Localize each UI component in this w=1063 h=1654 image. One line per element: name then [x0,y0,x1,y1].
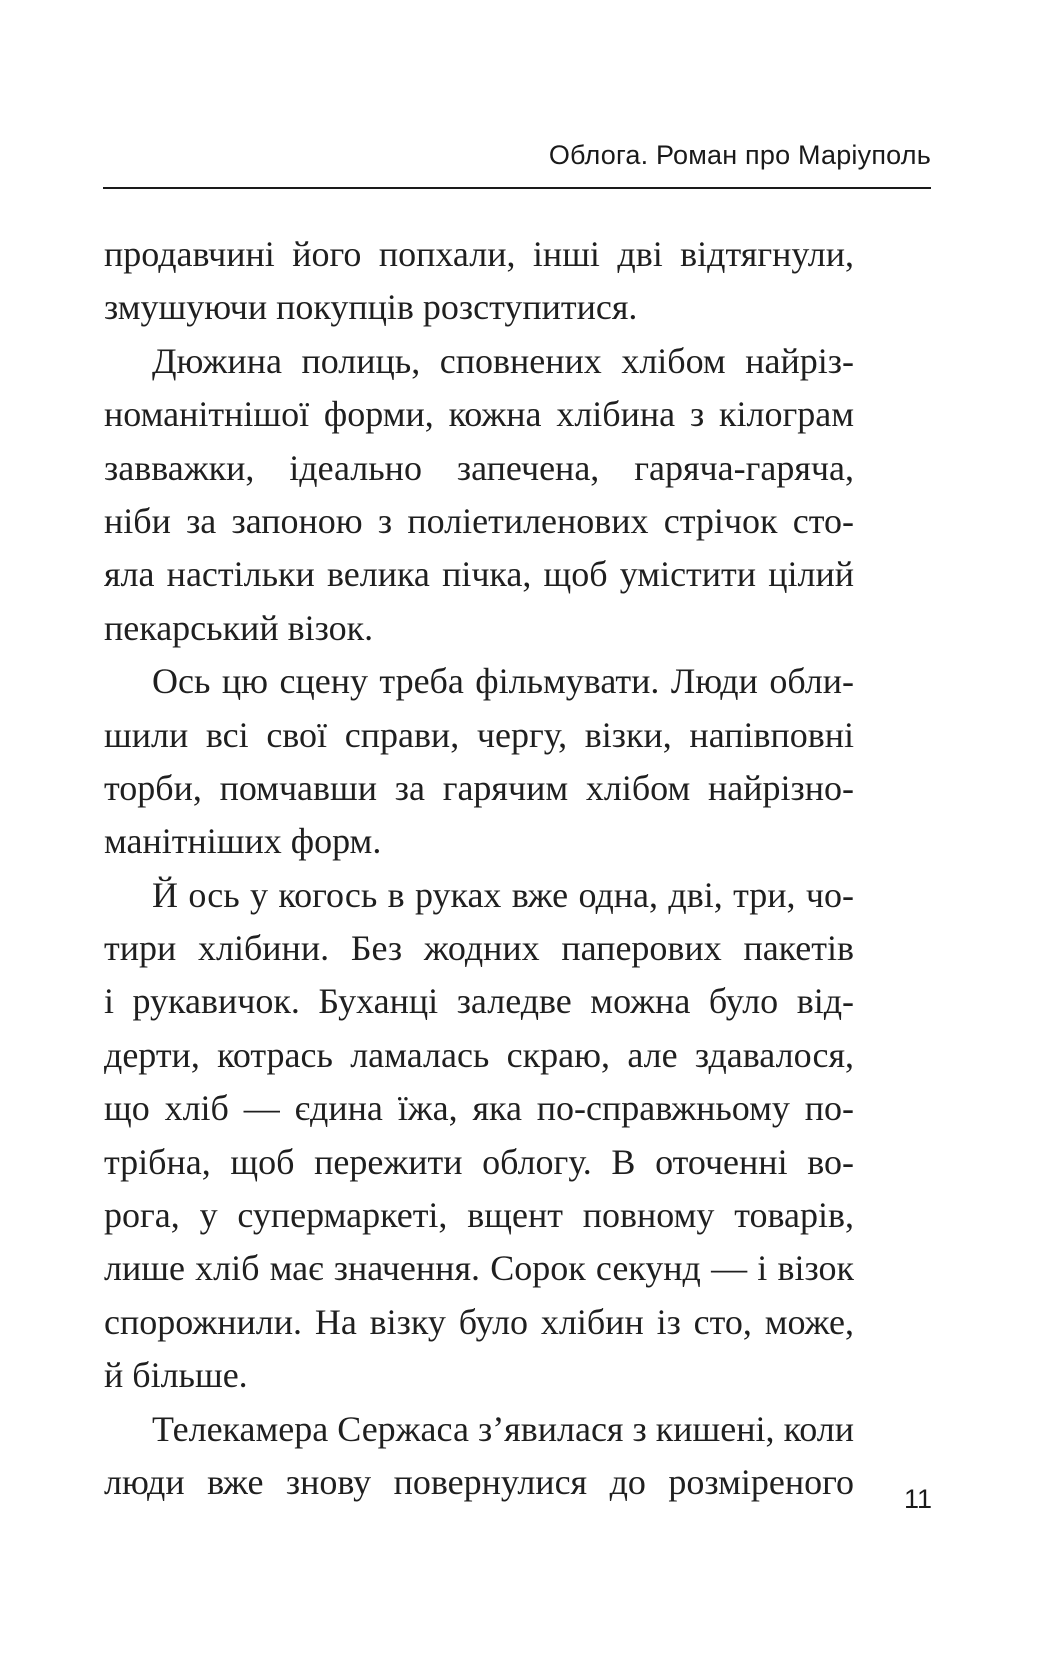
text-line: продавчині його попхали, інші дві відтягнули, [104,234,854,274]
text-line: Дюжина полиць, сповнених хлібом найріз- [152,340,854,381]
text-line: змушуючи покупців розступитися. [104,287,638,328]
text-line: рога, у супермаркеті, вщент повному товарів, [104,1195,854,1236]
running-header: Облога. Роман про Маріуполь [548,140,931,170]
text-line: що хліб — єдина їжа, яка по-справжньому по- [104,1088,854,1129]
header-divider [103,187,931,189]
text-line: спорожнили. На візку було хлібин із сто, може, [104,1301,854,1342]
text-line: й більше. [104,1355,248,1396]
text-line: ніби за запоною з поліетиленових стрічок сто- [104,500,854,541]
page-number: 11 [903,1484,932,1514]
text-line: і рукавичок. Буханці заледве можна було від- [104,981,854,1022]
text-line: пекарський візок. [104,607,374,648]
text-line: шили всі свої справи, чергу, візки, напівповні [104,714,854,755]
text-line: манітніших форм. [104,821,382,862]
text-line: торби, помчавши за гарячим хлібом найрізно- [104,767,854,808]
text-line: Ось цю сцену треба фільмувати. Люди обли- [152,661,854,702]
text-line: номанітнішої форми, кожна хлібина з кілограм [104,394,854,435]
text-line: лише хліб має значення. Сорок секунд — і візок [104,1248,854,1289]
text-line: яла настільки велика пічка, щоб умістити цілий [104,554,854,595]
body-text [104,228,854,1509]
text-line: Телекамера Сержаса з’явилася з кишені, коли [152,1408,854,1449]
text-line: завважки, ідеально запечена, гаряча-гаряча, [104,447,854,488]
text-line: люди вже знову повернулися до розміреного [104,1461,854,1502]
text-line: трібна, щоб пережити облогу. В оточенні во- [104,1141,854,1182]
text-line: дерти, котрась ламалась скраю, але здавалося, [104,1034,854,1075]
text-line: тири хлібини. Без жодних паперових пакетів [104,928,854,969]
text-line: Й ось у когось в руках вже одна, дві, три, чо- [152,874,854,915]
